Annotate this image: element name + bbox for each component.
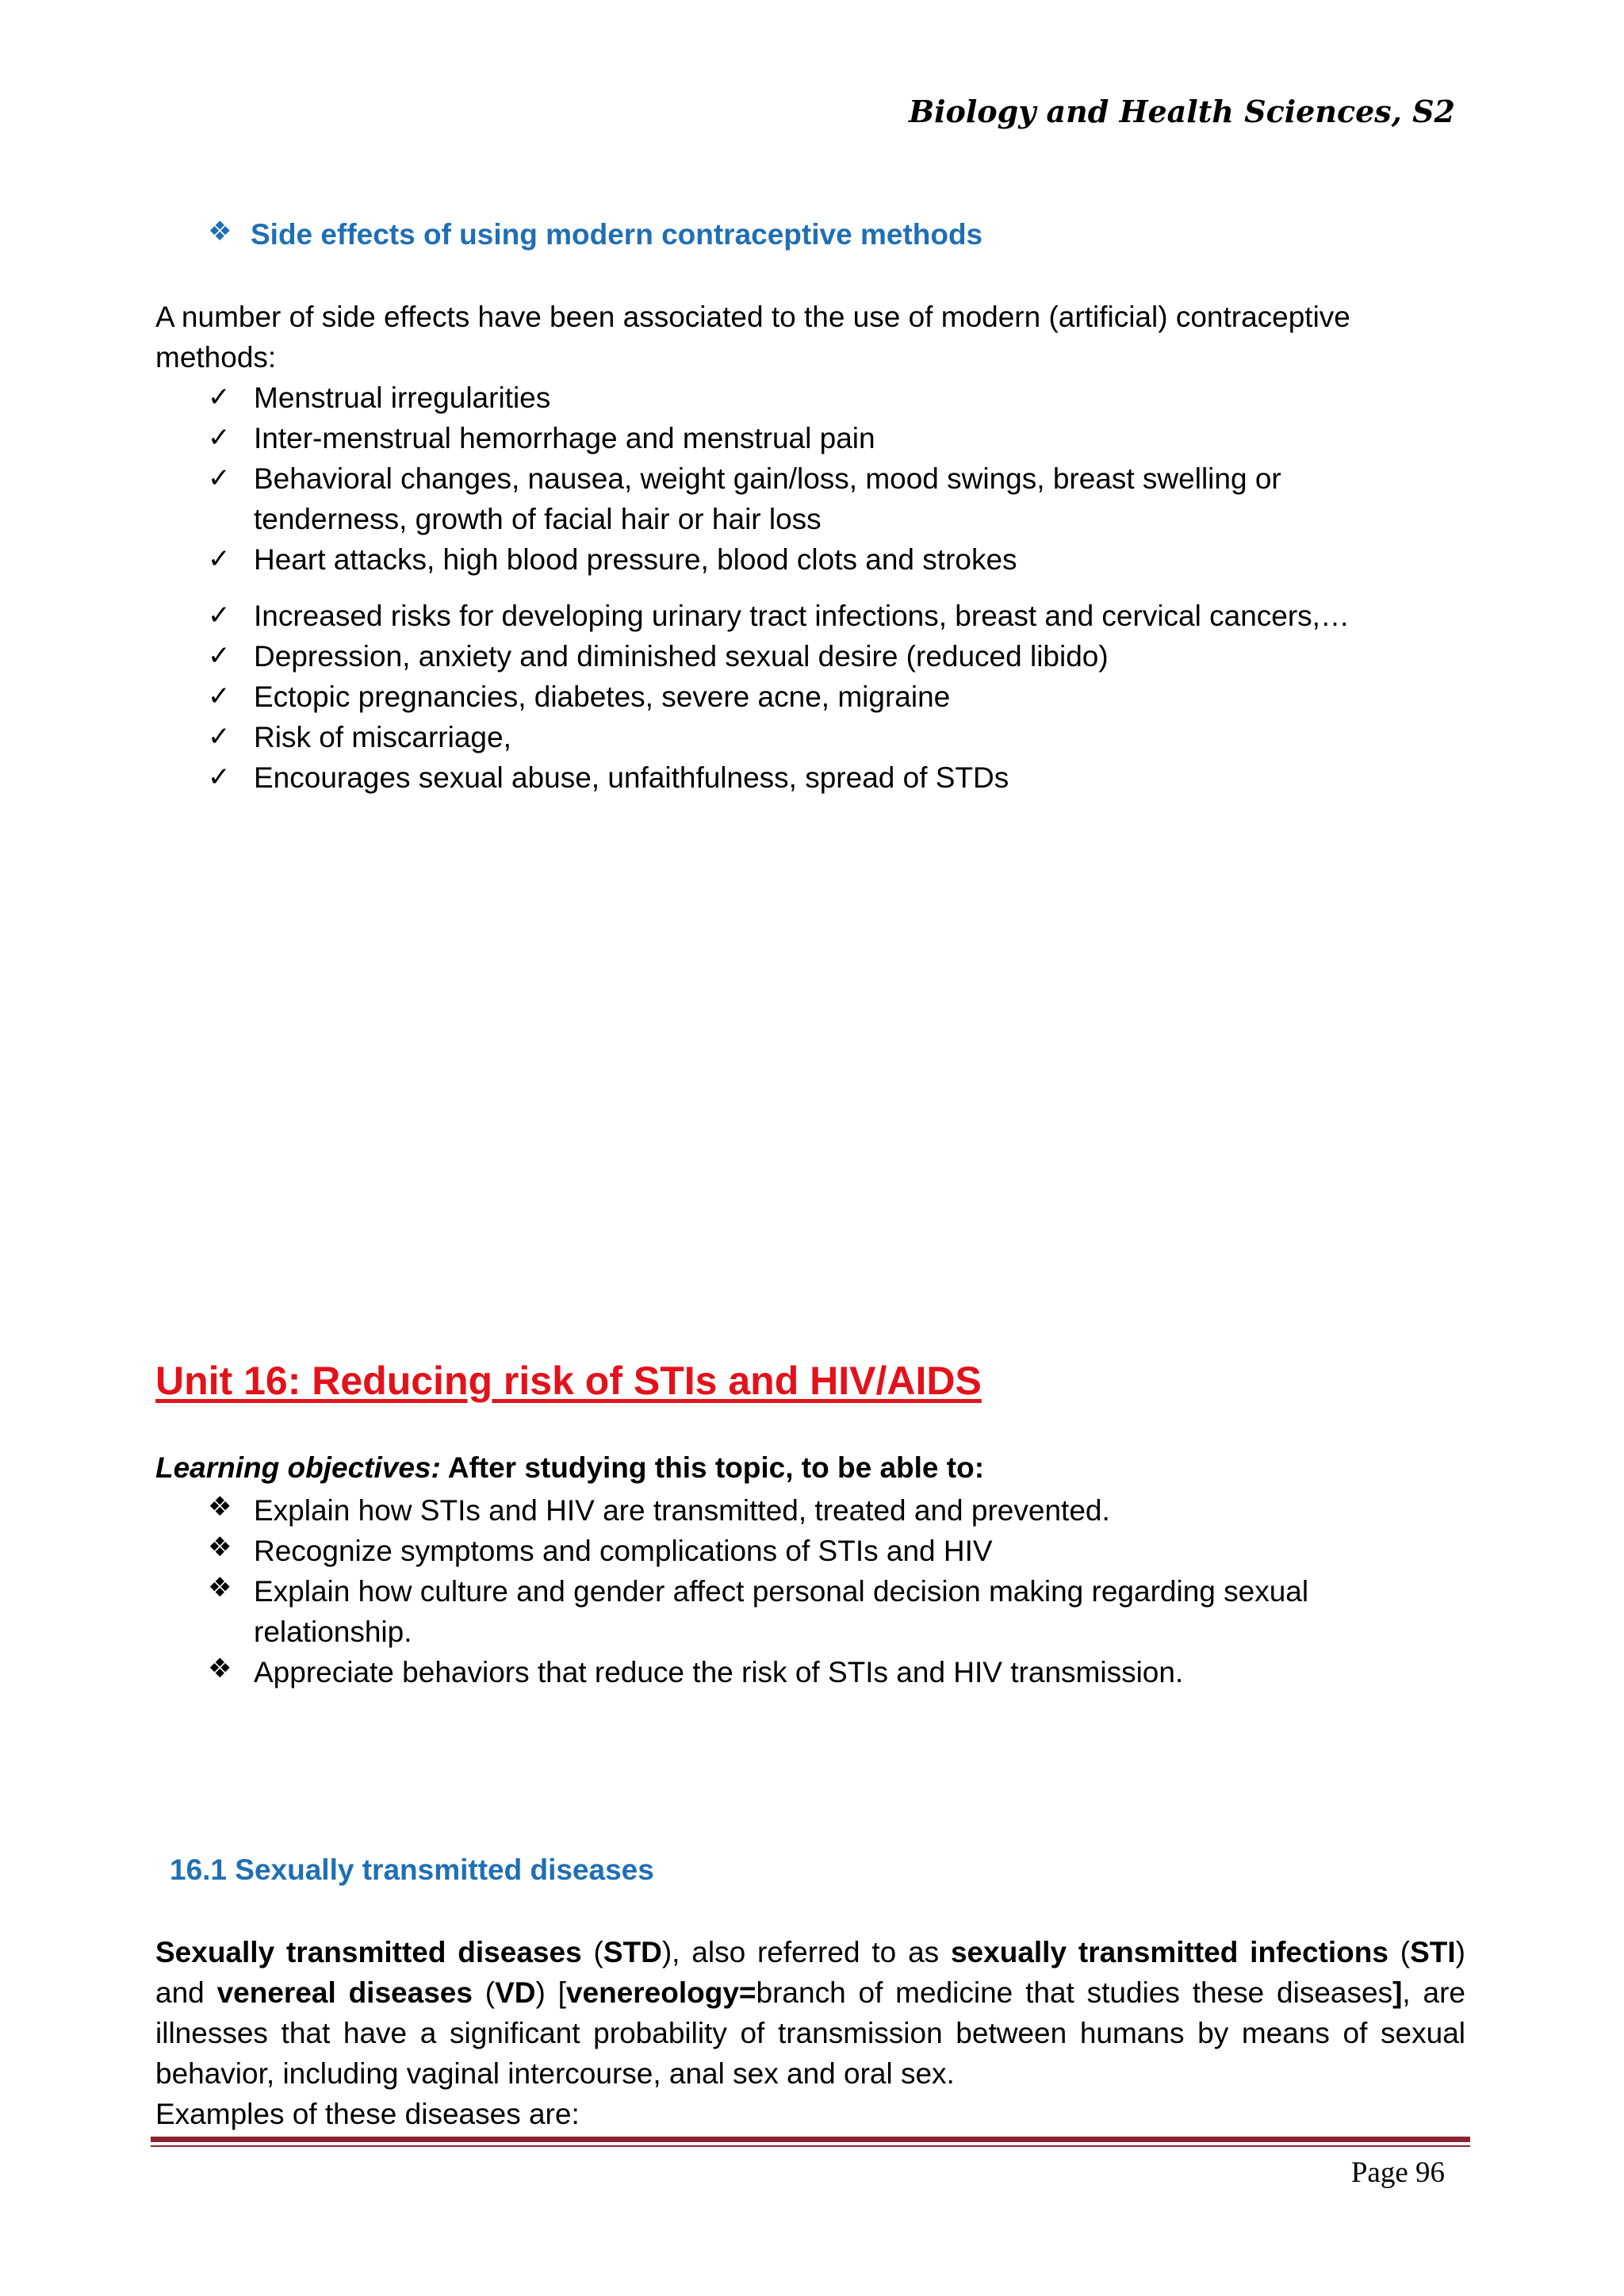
list-item-text: Encourages sexual abuse, unfaithfulness, spread of STDs xyxy=(254,761,1009,794)
list-item-text: Explain how STIs and HIV are transmitted, treated and prevented. xyxy=(254,1494,1110,1527)
std-definition-paragraph xyxy=(155,1932,1465,2094)
list-item xyxy=(208,636,1443,677)
list-item-text: Inter-menstrual hemorrhage and menstrual pain xyxy=(254,422,875,454)
list-item-text: Ectopic pregnancies, diabetes, severe acne, migraine xyxy=(254,680,951,713)
checkmark-icon: ✓ xyxy=(208,544,231,574)
closing-bracket: ] xyxy=(1392,1976,1403,2009)
diamond-bullet-icon xyxy=(208,1579,232,1603)
list-item xyxy=(208,717,1443,757)
list-item xyxy=(208,539,1443,580)
diamond-bullet-icon xyxy=(208,1660,232,1684)
text-run: ( xyxy=(1388,1936,1411,1968)
list-item xyxy=(208,1531,1397,1571)
checkmark-icon: ✓ xyxy=(208,382,231,412)
diamond-bullet-icon xyxy=(208,223,232,247)
side-effects-heading-text: Side effects of using modern contraceptive methods xyxy=(251,218,983,251)
list-item-text: Behavioral changes, nausea, weight gain/loss, mood swings, breast swelling or tenderness, growth of facial hair or hair loss xyxy=(254,462,1281,535)
checkmark-icon: ✓ xyxy=(208,722,231,752)
text-run: ), also referred to as xyxy=(661,1936,951,1968)
text-run: ( xyxy=(472,1976,496,2009)
list-item-text: Heart attacks, high blood pressure, blood clots and strokes xyxy=(254,543,1017,576)
term-sti: sexually transmitted infections xyxy=(950,1936,1388,1968)
checkmark-icon: ✓ xyxy=(208,463,231,493)
list-item-text: Depression, anxiety and diminished sexual desire (reduced libido) xyxy=(254,640,1109,673)
term-vd: venereal diseases xyxy=(216,1976,473,2009)
checkmark-icon: ✓ xyxy=(208,641,231,671)
checkmark-icon: ✓ xyxy=(208,762,231,792)
list-item-text: Menstrual irregularities xyxy=(254,381,551,414)
running-header-title: Biology and Health Sciences, S2 xyxy=(908,94,1455,129)
list-item xyxy=(208,1490,1397,1531)
section-16-1-heading: 16.1 Sexually transmitted diseases xyxy=(170,1853,654,1886)
page-number: Page 96 xyxy=(1350,2156,1445,2189)
list-item-text: Recognize symptoms and complications of STIs and HIV xyxy=(254,1535,993,1567)
unit-title: Unit 16: Reducing risk of STIs and HIV/AIDS xyxy=(155,1359,982,1403)
list-item xyxy=(208,418,1443,458)
learning-objectives-intro: After studying this topic, to be able to: xyxy=(447,1451,985,1484)
list-item-text: Risk of miscarriage, xyxy=(254,721,511,753)
term-venereology: venereology= xyxy=(565,1976,756,2009)
list-item-text: Appreciate behaviors that reduce the risk of STIs and HIV transmission. xyxy=(254,1656,1184,1688)
list-item xyxy=(208,378,1443,418)
abbr-sti: STI xyxy=(1410,1936,1456,1968)
list-item xyxy=(208,677,1443,717)
list-item xyxy=(208,1652,1397,1692)
term-std: Sexually transmitted diseases xyxy=(155,1936,582,1968)
text-run: , are illnesses that have a significant probability of transmission between humans by means of sexual behavior, including vaginal intercourse, anal sex and oral sex. xyxy=(155,1976,1465,2090)
list-item-text: Explain how culture and gender affect personal decision making regarding sexual relationship. xyxy=(254,1575,1309,1648)
list-item xyxy=(208,596,1443,636)
diamond-bullet-icon xyxy=(208,1539,232,1562)
side-effects-intro: A number of side effects have been associated to the use of modern (artificial) contraceptive methods: xyxy=(155,301,1350,374)
checkmark-icon: ✓ xyxy=(208,600,231,631)
text-run: ) and xyxy=(155,1936,1465,2009)
footer-divider-thick xyxy=(151,2137,1470,2142)
list-item xyxy=(208,1571,1397,1652)
learning-objectives-list xyxy=(208,1490,1397,1692)
diamond-bullet-icon xyxy=(208,1498,232,1522)
footer-divider-thin xyxy=(151,2145,1470,2147)
checkmark-icon: ✓ xyxy=(208,681,231,711)
examples-intro: Examples of these diseases are: xyxy=(155,2098,580,2130)
text-run: ( xyxy=(581,1936,603,1968)
learning-objectives-lead xyxy=(155,1451,984,1485)
abbr-vd: VD xyxy=(495,1976,536,2009)
text-run: branch of medicine that studies these diseases xyxy=(756,1976,1393,2009)
list-item-text: Increased risks for developing urinary tract infections, breast and cervical cancers,… xyxy=(254,600,1350,632)
side-effects-list xyxy=(208,378,1443,798)
text-run: ) [ xyxy=(535,1976,566,2009)
list-item xyxy=(208,458,1443,539)
learning-objectives-label: Learning objectives: xyxy=(155,1451,441,1484)
abbr-std: STD xyxy=(603,1936,662,1968)
side-effects-heading xyxy=(208,218,982,251)
list-item xyxy=(208,757,1443,798)
checkmark-icon: ✓ xyxy=(208,423,231,453)
